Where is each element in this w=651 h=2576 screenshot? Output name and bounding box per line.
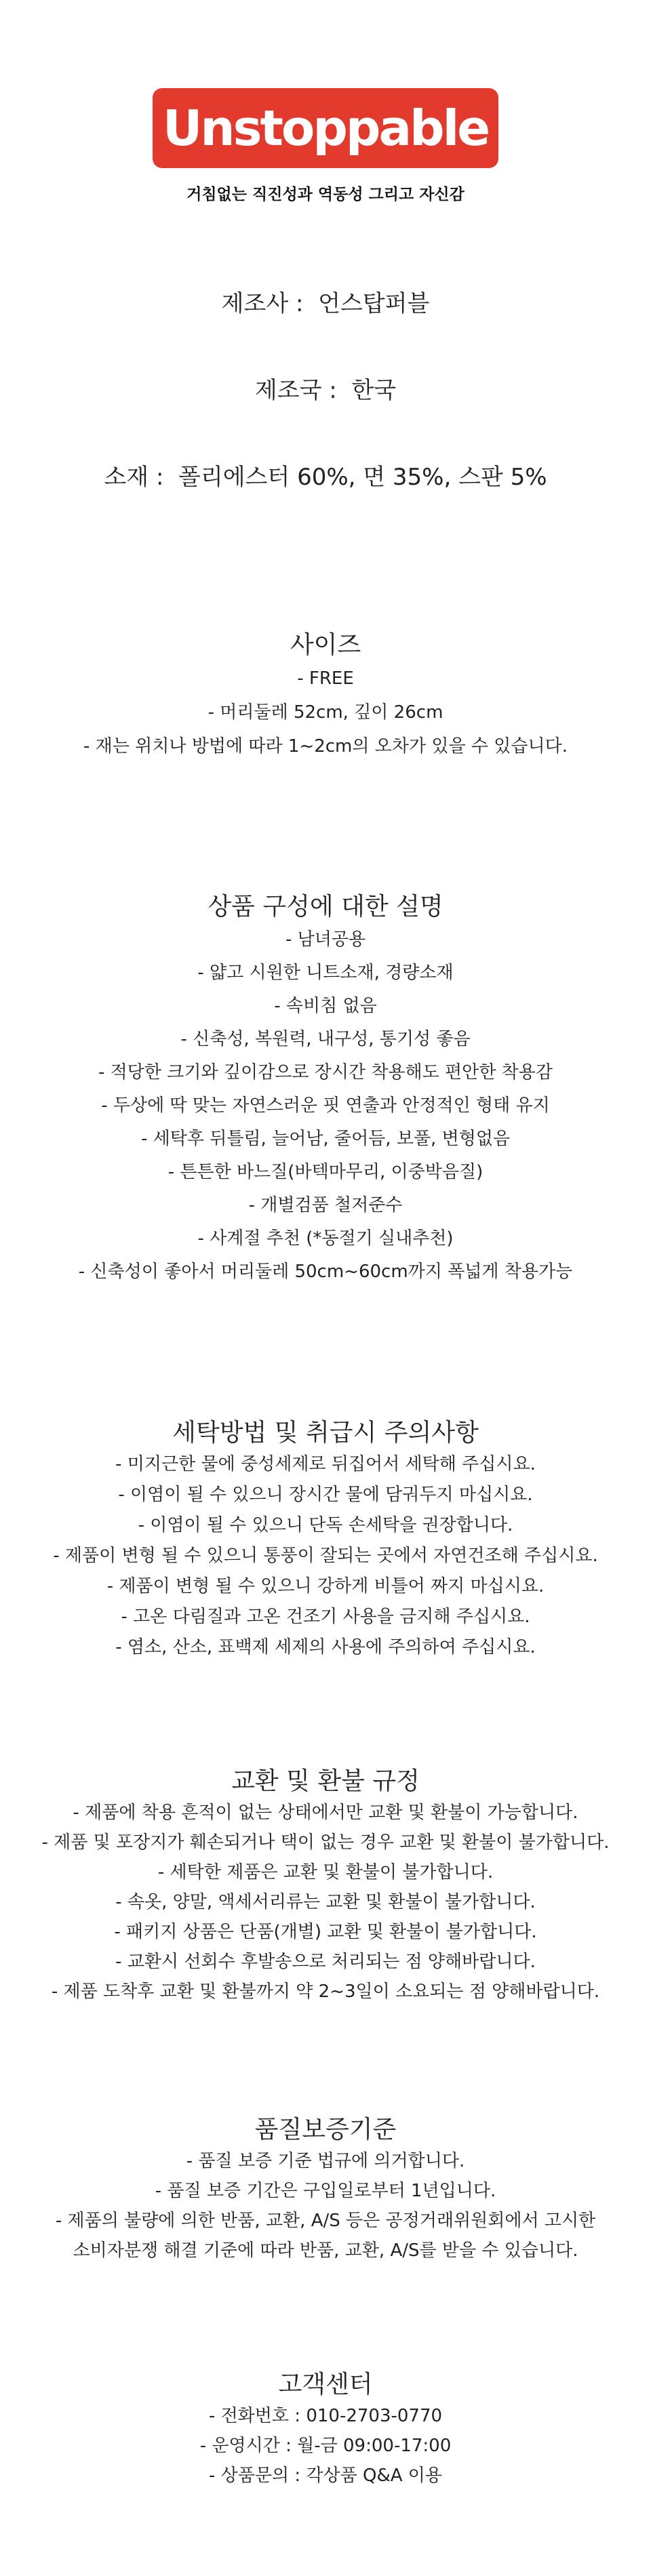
washing-list (0, 1449, 651, 1663)
list-item: - FREE (297, 668, 354, 689)
size-list (0, 662, 651, 763)
list-item: - 이염이 될 수 있으니 단독 손세탁을 권장합니다. (138, 1515, 513, 1535)
brand-logo: Unstoppable (153, 88, 498, 168)
list-item: - 미지근한 물에 중성세제로 뒤집어서 세탁해 주십시요. (115, 1454, 536, 1474)
spec-value: 언스탑퍼블 (318, 290, 430, 317)
quality-section (0, 2114, 651, 2266)
spec-label: 제조사 (221, 290, 289, 317)
list-item: - 신축성, 복원력, 내구성, 통기성 좋음 (180, 1029, 471, 1049)
list-item: - 남녀공용 (285, 929, 366, 950)
list-item: - 적당한 크기와 깊이감으로 장시간 착용해도 편안한 착용감 (98, 1062, 553, 1083)
list-item: - 제품 도착후 교환 및 환불까지 약 2~3일이 소요되는 점 양해바랍니다. (51, 1981, 600, 2002)
list-item: 소비자분쟁 해결 기준에 따라 반품, 교환, A/S를 받을 수 있습니다. (73, 2240, 578, 2261)
brand-logo-wrap (0, 88, 651, 168)
section-title: 세탁방법 및 취급시 주의사항 (172, 1419, 479, 1447)
list-item: - 속옷, 양말, 액세서리류는 교환 및 환불이 불가합니다. (115, 1892, 536, 1912)
contact-inquiry: - 상품문의 : 각상품 Q&A 이용 (208, 2466, 443, 2486)
list-item: - 신축성이 좋아서 머리둘레 50cm~60cm까지 폭넓게 착용가능 (78, 1262, 573, 1282)
list-item: - 염소, 산소, 표백제 세제의 사용에 주의하여 주십시요. (115, 1637, 536, 1657)
brand-tagline: 거침없는 직진성과 역동성 그리고 자신감 (186, 186, 465, 203)
contact-phone: - 전화번호 : 010-2703-0770 (208, 2406, 443, 2426)
list-item: - 튼튼한 바느질(바텍마무리, 이중박음질) (167, 1162, 484, 1182)
list-item: - 교환시 선회수 후발송으로 처리되는 점 양해바랍니다. (115, 1952, 536, 1972)
list-item: - 세탁한 제품은 교환 및 환불이 불가합니다. (157, 1862, 494, 1883)
section-title: 품질보증기준 (254, 2116, 397, 2144)
list-item: - 개별검품 철저준수 (248, 1195, 403, 1215)
list-item: - 재는 위치나 방법에 따라 1~2cm의 오차가 있을 수 있습니다. (83, 736, 568, 757)
list-item: - 제품이 변형 될 수 있으니 강하게 비틀어 짜지 마십시요. (106, 1576, 545, 1596)
list-item: - 제품 및 포장지가 훼손되거나 택이 없는 경우 교환 및 환불이 불가합니다. (41, 1832, 610, 1853)
spec-label: 소재 (104, 464, 149, 491)
list-item: - 제품에 착용 흔적이 없는 상태에서만 교환 및 환불이 가능합니다. (73, 1803, 578, 1823)
list-item: - 머리둘레 52cm, 깊이 26cm (208, 702, 443, 723)
list-item: - 속비침 없음 (274, 996, 377, 1016)
list-item: - 세탁후 뒤틀림, 늘어남, 줄어듬, 보풀, 변형없음 (140, 1129, 511, 1149)
list-item: - 얇고 시원한 니트소재, 경량소재 (197, 963, 454, 983)
spec-value: 한국 (351, 377, 397, 404)
spec-material: 소재 : 폴리에스터 60%, 면 35%, 스판 5% (104, 464, 547, 491)
size-section (0, 629, 651, 763)
list-item: - 품질 보증 기간은 구입일로부터 1년입니다. (155, 2181, 496, 2201)
list-item: - 패키지 상품은 단품(개별) 교환 및 환불이 불가합니다. (114, 1922, 537, 1942)
spec-country: 제조국 : 한국 (254, 377, 397, 404)
spec-manufacturer: 제조사 : 언스탑퍼블 (221, 290, 430, 317)
customer-center-section (0, 2369, 651, 2491)
refund-list (0, 1798, 651, 2007)
washing-section (0, 1417, 651, 1663)
list-item: - 사계절 추천 (*동절기 실내추천) (197, 1228, 454, 1249)
description-section (0, 891, 651, 1289)
section-title: 사이즈 (290, 631, 361, 659)
section-title: 고객센터 (278, 2371, 373, 2398)
spec-label: 제조국 (254, 377, 322, 404)
description-list (0, 923, 651, 1289)
list-item: - 제품이 변형 될 수 있으니 통풍이 잘되는 곳에서 자연건조해 주십시요. (53, 1546, 598, 1566)
contact-hours: - 운영시간 : 월-금 09:00-17:00 (199, 2436, 452, 2456)
refund-section (0, 1765, 651, 2007)
section-title: 상품 구성에 대한 설명 (208, 893, 443, 921)
list-item: - 고온 다림질과 고온 건조기 사용을 금지해 주십시요. (121, 1607, 530, 1627)
list-item: - 품질 보증 기준 법규에 의거합니다. (186, 2151, 465, 2171)
list-item: - 두상에 딱 맞는 자연스러운 핏 연출과 안정적인 형태 유지 (101, 1095, 550, 1116)
list-item: - 제품의 불량에 의한 반품, 교환, A/S 등은 공정거래위원회에서 고시한 (55, 2211, 596, 2231)
list-item: - 이염이 될 수 있으니 장시간 물에 담궈두지 마십시요. (118, 1485, 533, 1505)
spec-value: 폴리에스터 60%, 면 35%, 스판 5% (178, 464, 547, 491)
quality-list (0, 2146, 651, 2266)
customer-center-list (0, 2401, 651, 2491)
section-title: 교환 및 환불 규정 (231, 1767, 420, 1795)
